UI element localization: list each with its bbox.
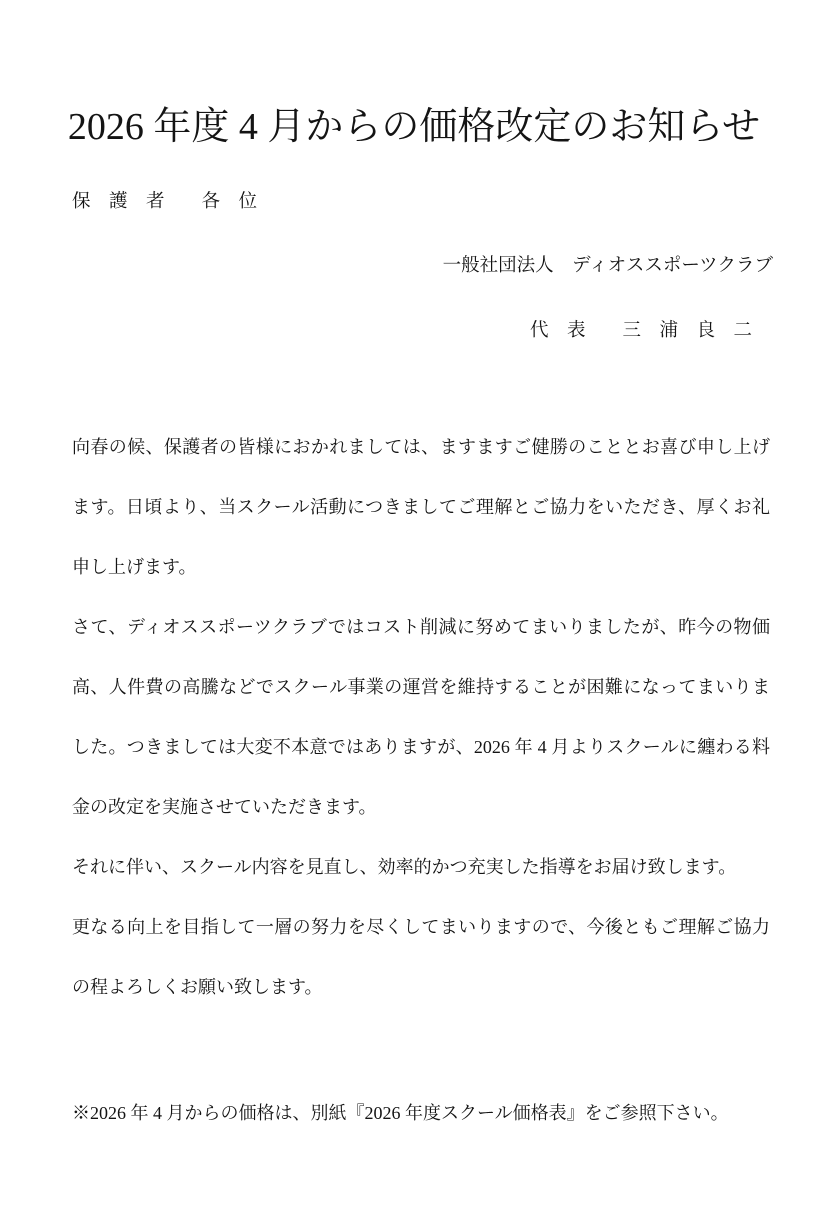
- body-line: それに伴い、スクール内容を見直し、効率的かつ充実した指導をお届け致します。: [72, 857, 737, 877]
- body-line: した。つきましては大変不本意ではありますが、2026 年 4 月よりスクールに纏わる料: [72, 737, 770, 757]
- body-line: 向春の候、保護者の皆様におかれましては、ますますご健勝のこととお喜び申し上げ: [72, 437, 770, 457]
- body-line: 更なる向上を目指して一層の努力を尽くしてまいりますので、今後ともご理解ご協力: [72, 917, 770, 937]
- body-line: の程よろしくお願い致します。: [72, 977, 323, 997]
- body-line: 金の改定を実施させていただきます。: [72, 797, 377, 817]
- body-line: さて、ディオススポーツクラブではコスト削減に努めてまいりましたが、昨今の物価: [72, 617, 770, 637]
- body-line: ます。日頃より、当スクール活動につきましてご理解とご協力をいただき、厚くお礼: [72, 497, 770, 517]
- sender-organization: 一般社団法人 ディオススポーツクラブ: [442, 256, 773, 276]
- sender-representative: 代 表 三 浦 良 二: [529, 321, 752, 341]
- body-line: 申し上げます。: [72, 557, 197, 577]
- document-title: 2026 年度 4 月からの価格改定のお知らせ: [67, 106, 761, 148]
- footnote: ※2026 年 4 月からの価格は、別紙『2026 年度スクール価格表』をご参照下さい。: [72, 1103, 729, 1123]
- recipient-line: 保 護 者 各 位: [72, 192, 258, 212]
- body-line: 高、人件費の高騰などでスクール事業の運営を維持することが困難になってまいりま: [72, 677, 770, 697]
- letter-body: [72, 434, 770, 1034]
